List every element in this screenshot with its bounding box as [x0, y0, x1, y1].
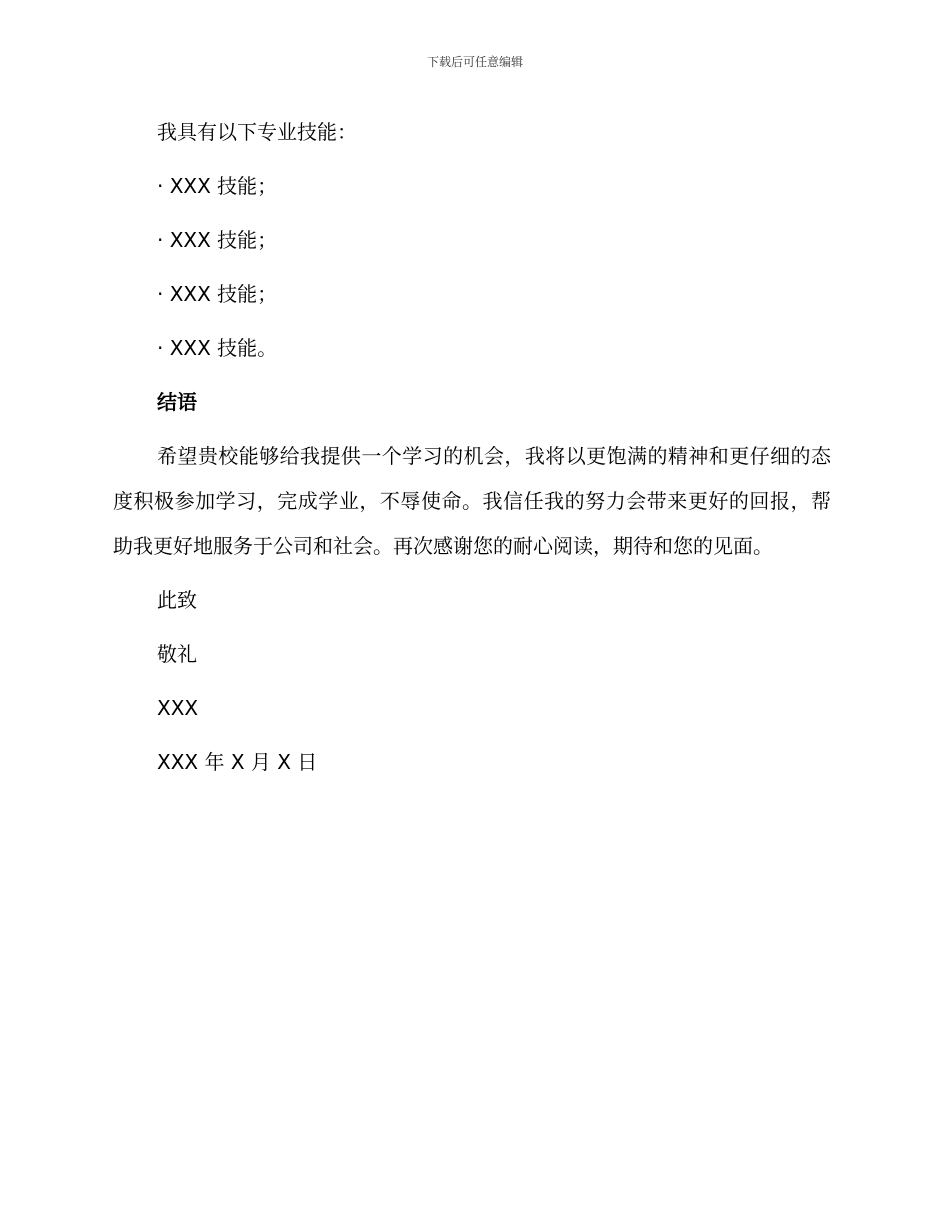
skill-item: · XXX 技能；	[157, 228, 278, 252]
skill-item: · XXX 技能；	[157, 282, 278, 306]
document-body	[113, 110, 831, 794]
page-header-note: 下载后可任意编辑	[426, 55, 523, 69]
skill-item: · XXX 技能；	[157, 174, 278, 198]
date-line: XXX 年 X 月 X 日	[157, 750, 318, 774]
conclusion-paragraph: 希望贵校能够给我提供一个学习的机会，我将以更饱满的精神和更仔细的态度积极参加学习，完成学业，不辱使命。我信任我的努力会带来更好的回报，帮助我更好地服务于公司和社会。再次感谢您的耐心阅读，期待和您的见面。	[113, 444, 831, 558]
closing-regards: 敬礼	[157, 642, 197, 666]
skills-intro: 我具有以下专业技能：	[157, 120, 357, 144]
signature: XXX	[157, 696, 199, 720]
conclusion-heading: 结语	[157, 390, 197, 414]
closing-salutation: 此致	[157, 588, 197, 612]
skill-item: · XXX 技能。	[157, 336, 278, 360]
